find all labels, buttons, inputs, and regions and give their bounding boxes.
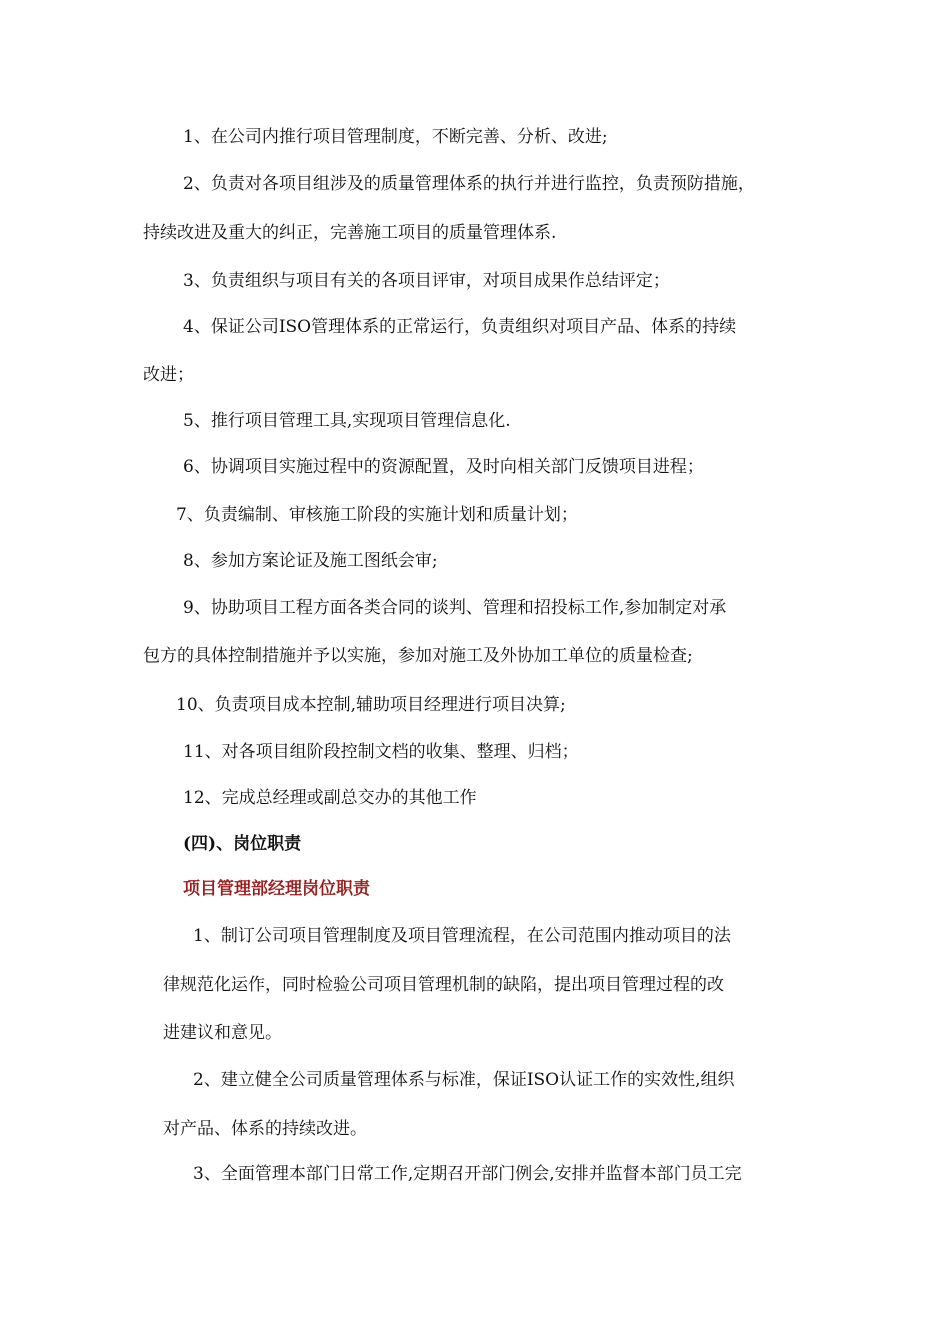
duty-1-line-1: 1、制订公司项目管理制度及项目管理流程，在公司范围内推动项目的法 bbox=[193, 926, 731, 946]
item-6-line: 6、协调项目实施过程中的资源配置，及时向相关部门反馈项目进程； bbox=[183, 457, 704, 477]
duty-subheading: 项目管理部经理岗位职责 bbox=[183, 879, 370, 899]
item-5-line: 5、推行项目管理工具,实现项目管理信息化. bbox=[183, 411, 511, 431]
item-1-line: 1、在公司内推行项目管理制度，不断完善、分析、改进; bbox=[183, 127, 608, 147]
duty-2-line-2: 对产品、体系的持续改进。 bbox=[163, 1119, 367, 1139]
item-9-line-2: 包方的具体控制措施并予以实施，参加对施工及外协加工单位的质量检查; bbox=[143, 646, 693, 666]
section-heading: (四)、岗位职责 bbox=[183, 834, 302, 854]
duty-2-line-1: 2、建立健全公司质量管理体系与标准，保证ISO认证工作的实效性,组织 bbox=[193, 1070, 735, 1090]
item-12-line: 12、完成总经理或副总交办的其他工作 bbox=[183, 788, 477, 808]
item-2-line-2: 持续改进及重大的纠正，完善施工项目的质量管理体系. bbox=[143, 223, 557, 243]
duty-3-line-1: 3、全面管理本部门日常工作,定期召开部门例会,安排并监督本部门员工完 bbox=[193, 1164, 742, 1184]
item-2-line-1: 2、负责对各项目组涉及的质量管理体系的执行并进行监控，负责预防措施， bbox=[183, 174, 755, 194]
item-4-line-1: 4、保证公司ISO管理体系的正常运行，负责组织对项目产品、体系的持续 bbox=[183, 317, 737, 337]
item-10-line: 10、负责项目成本控制,辅助项目经理进行项目决算; bbox=[176, 695, 566, 715]
item-11-line: 11、对各项目组阶段控制文档的收集、整理、归档； bbox=[183, 742, 579, 762]
item-7-line: 7、负责编制、审核施工阶段的实施计划和质量计划； bbox=[176, 505, 578, 525]
item-3-line: 3、负责组织与项目有关的各项目评审，对项目成果作总结评定； bbox=[183, 271, 670, 291]
duty-1-line-2: 律规范化运作，同时检验公司项目管理机制的缺陷，提出项目管理过程的改 bbox=[163, 975, 724, 995]
duty-1-line-3: 进建议和意见。 bbox=[163, 1023, 282, 1043]
item-9-line-1: 9、协助项目工程方面各类合同的谈判、管理和招投标工作,参加制定对承 bbox=[183, 598, 727, 618]
item-8-line: 8、参加方案论证及施工图纸会审; bbox=[183, 551, 438, 571]
item-4-line-2: 改进； bbox=[143, 365, 194, 385]
